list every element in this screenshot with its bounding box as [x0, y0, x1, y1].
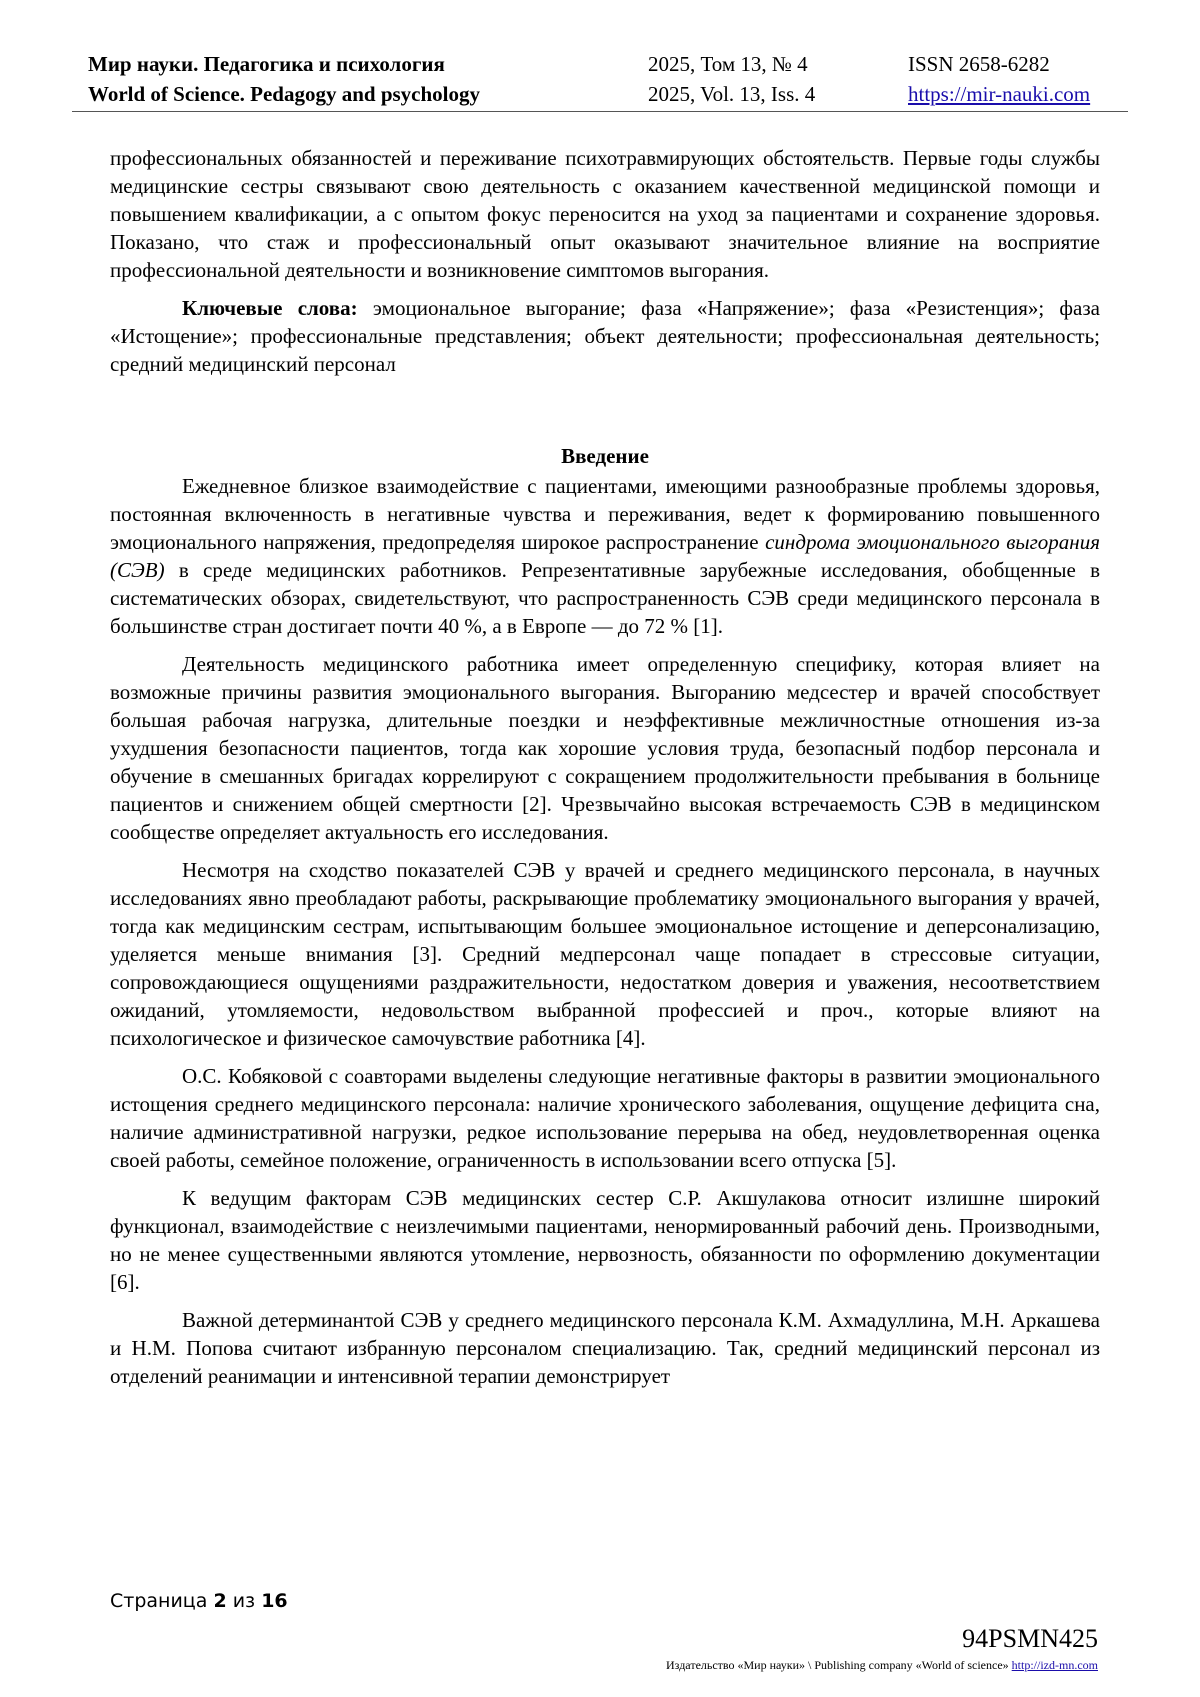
intro-paragraph-5: К ведущим факторам СЭВ медицинских сестер С.Р. Акшулакова относит излишне широкий функционал, взаимодействие с неизлечимыми пациентами, ненормированный рабочий день. Производными, но не менее существенными являются утомление, нервозность, обязанности по оформлению документации [6]. [110, 1186, 1100, 1294]
journal-title-ru: Мир науки. Педагогика и психология [88, 52, 445, 76]
page-current: 2 [213, 1590, 227, 1612]
publisher-line [666, 1658, 1098, 1673]
publisher-text: Издательство «Мир науки» \ Publishing company «World of science» [666, 1658, 1012, 1672]
intro-paragraph-6: Важной детерминантой СЭВ у среднего медицинского персонала К.М. Ахмадуллина, М.Н. Аркашева и Н.М. Попова считают избранную персоналом специализацию. Так, средний медицинский персонал из отделений реанимации и интенсивной терапии демонстрирует [110, 1308, 1100, 1388]
header-row-en [88, 82, 1112, 108]
header-row-ru [88, 52, 1112, 78]
header-divider [72, 111, 1128, 112]
journal-url-link[interactable]: https://mir-nauki.com [908, 82, 1091, 106]
page-total: 16 [261, 1590, 288, 1612]
intro-paragraph-4: О.С. Кобяковой с соавторами выделены следующие негативные факторы в развитии эмоционального истощения среднего медицинского персонала: наличие хронического заболевания, ощущение дефицита сна, наличие административной нагрузки, редкое использование перерыва на обед, неудовлетворенная оценка своей работы, семейное положение, ограниченность в использовании всего отпуска [5]. [110, 1064, 1100, 1172]
issue-info-ru: 2025, Том 13, № 4 [648, 52, 808, 76]
intro-paragraph-2: Деятельность медицинского работника имеет определенную специфику, которая влияет на возможные причины развития эмоционального выгорания. Выгоранию медсестер и врачей способствует большая рабочая нагрузка, длительные поездки и неэффективные межличностные отношения из-за ухудшения безопасности пациентов, тогда как хорошие условия труда, безопасный подбор персонала и обучение в смешанных бригадах коррелируют с сокращением продолжительности пребывания в больнице пациентов и снижением общей смертности [2]. Чрезвычайно высокая встречаемость СЭВ в медицинском сообществе определяет актуальность его исследования. [110, 652, 1100, 844]
abstract-paragraph: профессиональных обязанностей и переживание психотравмирующих обстоятельств. Первые годы службы медицинские сестры связывают свою деятельность с оказанием качественной медицинской помощи и повышением квалификации, а с опытом фокус переносится на уход за пациентами и сохранение здоровья. Показано, что стаж и профессиональный опыт оказывают значительное влияние на восприятие профессиональной деятельности и возникновение симптомов выгорания. [110, 146, 1100, 282]
keywords-label: Ключевые слова: [182, 296, 358, 320]
page-number [110, 1590, 288, 1612]
article-code: 94PSMN425 [962, 1624, 1098, 1653]
section-heading: Введение [561, 444, 649, 468]
p1-text-b: в среде медицинских работников. Репрезентативные зарубежные исследования, обобщенные в систематических обзорах, свидетельствуют, что распространенность СЭВ среди медицинского персонала в большинстве стран достигает почти 40 %, а в Европе — до 72 % [1]. [110, 558, 1100, 638]
keywords-text: эмоциональное выгорание; фаза «Напряжение»; фаза «Резистенция»; фаза «Истощение»; профессиональные представления; объект деятельности; профессиональная деятельность; средний медицинский персонал [110, 296, 1100, 376]
page-prefix: Страница [110, 1590, 214, 1612]
journal-title-en: World of Science. Pedagogy and psychology [88, 82, 481, 106]
intro-paragraph-3: Несмотря на сходство показателей СЭВ у врачей и среднего медицинского персонала, в научных исследованиях явно преобладают работы, раскрывающие проблематику эмоционального выгорания у врачей, тогда как медицинским сестрам, испытывающим большее эмоциональное истощение и деперсонализацию, уделяется меньше внимания [3]. Средний медперсонал чаще попадает в стрессовые ситуации, сопровождающиеся ощущениями раздражительности, недостатком доверия и уважения, несоответствием ожиданий, утомляемости, недовольством выбранной профессией и проч., которые влияют на психологическое и физическое самочувствие работника [4]. [110, 858, 1100, 1050]
issue-info-en: 2025, Vol. 13, Iss. 4 [648, 82, 816, 106]
publisher-link[interactable]: http://izd-mn.com [1011, 1658, 1098, 1672]
intro-paragraph-1 [110, 472, 1100, 640]
article-body [110, 144, 1100, 1390]
page-header [88, 52, 1112, 112]
p1-italic-term: синдрома эмоционального выгорания (СЭВ) [110, 530, 1100, 582]
page-sep: из [226, 1590, 262, 1612]
keywords-paragraph [110, 294, 1100, 378]
p1-text-a: Ежедневное близкое взаимодействие с пациентами, имеющими разнообразные проблемы здоровья, постоянная включенность в негативные чувства и переживания, ведет к формированию повышенного эмоционального напряжения, предопределяя широкое распространение [110, 474, 1100, 554]
issn: ISSN 2658-6282 [908, 52, 1050, 76]
